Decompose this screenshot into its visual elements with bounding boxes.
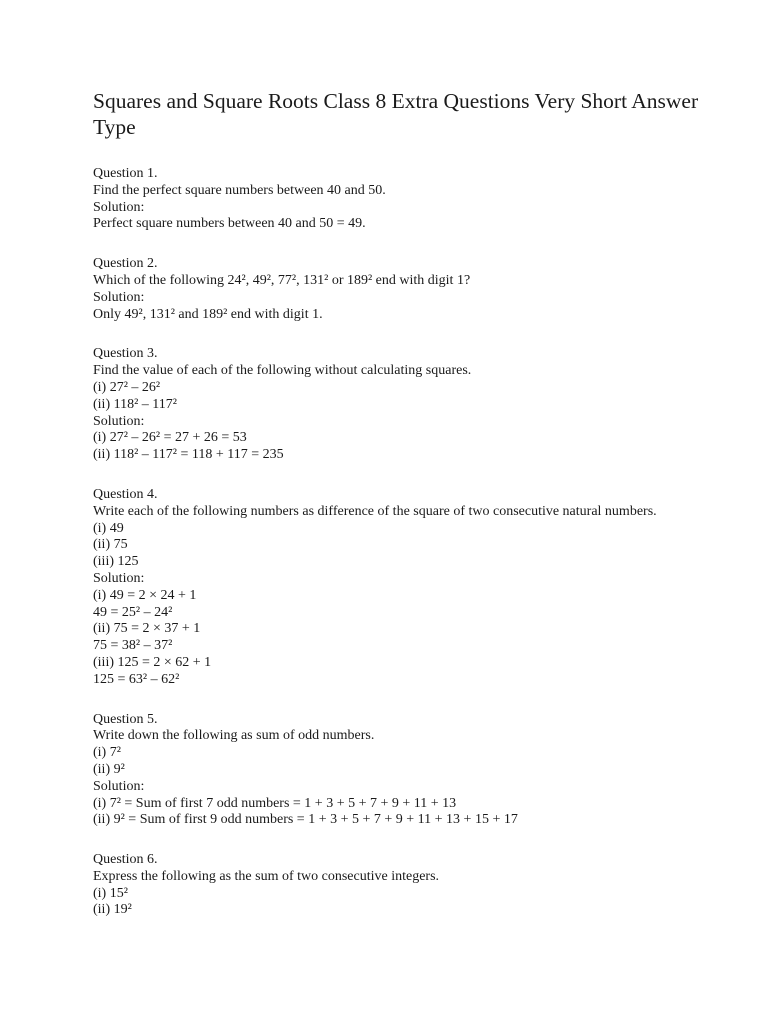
solution-text: (iii) 125 = 2 × 62 + 1 (93, 654, 212, 670)
solution-heading: Solution: (93, 778, 145, 794)
solution-text: 49 = 25² – 24² (93, 604, 173, 620)
question-heading: Question 5. (93, 711, 158, 727)
question-part: (ii) 9² (93, 761, 125, 777)
question-part: (i) 49 (93, 520, 124, 536)
document-page (93, 88, 733, 942)
solution-text: (i) 27² – 26² = 27 + 26 = 53 (93, 430, 247, 446)
question-1 (93, 166, 733, 233)
solution-text: Perfect square numbers between 40 and 50 = 49. (93, 216, 366, 232)
question-text: Express the following as the sum of two consecutive integers. (93, 868, 440, 884)
solution-text: Only 49², 131² and 189² end with digit 1. (93, 306, 323, 322)
page-title: Squares and Square Roots Class 8 Extra Questions Very Short Answer Type (93, 89, 699, 139)
question-text: Find the value of each of the following without calculating squares. (93, 363, 472, 379)
solution-text: (ii) 118² – 117² = 118 + 117 = 235 (93, 447, 284, 463)
question-5 (93, 712, 733, 830)
question-text: Write down the following as sum of odd numbers. (93, 728, 375, 744)
question-part: (ii) 19² (93, 902, 132, 918)
question-heading: Question 4. (93, 486, 158, 502)
question-heading: Question 6. (93, 852, 158, 868)
question-part: (ii) 118² – 117² (93, 396, 177, 412)
solution-heading: Solution: (93, 289, 145, 305)
question-text: Find the perfect square numbers between 40 and 50. (93, 182, 386, 198)
solution-heading: Solution: (93, 570, 145, 586)
solution-heading: Solution: (93, 413, 145, 429)
solution-text: 125 = 63² – 62² (93, 671, 180, 687)
question-6 (93, 852, 733, 919)
solution-text: 75 = 38² – 37² (93, 638, 173, 654)
question-heading: Question 1. (93, 166, 158, 181)
question-text: Write each of the following numbers as difference of the square of two consecutive natural numbers. (93, 503, 657, 519)
question-text: Which of the following 24², 49², 77², 131² or 189² end with digit 1? (93, 272, 471, 288)
question-3 (93, 346, 733, 464)
solution-text: (ii) 75 = 2 × 37 + 1 (93, 621, 201, 637)
question-part: (iii) 125 (93, 554, 139, 570)
question-heading: Question 2. (93, 256, 158, 272)
question-part: (i) 7² (93, 745, 121, 761)
question-part: (i) 27² – 26² (93, 379, 161, 395)
solution-text: (i) 7² = Sum of first 7 odd numbers = 1 + 3 + 5 + 7 + 9 + 11 + 13 (93, 795, 457, 811)
question-part: (i) 15² (93, 885, 128, 901)
solution-text: (ii) 9² = Sum of first 9 odd numbers = 1 + 3 + 5 + 7 + 9 + 11 + 13 + 15 + 17 (93, 812, 518, 828)
question-2 (93, 256, 733, 323)
question-heading: Question 3. (93, 346, 158, 362)
question-part: (ii) 75 (93, 537, 128, 553)
solution-text: (i) 49 = 2 × 24 + 1 (93, 587, 197, 603)
solution-heading: Solution: (93, 199, 145, 215)
question-4 (93, 487, 733, 689)
